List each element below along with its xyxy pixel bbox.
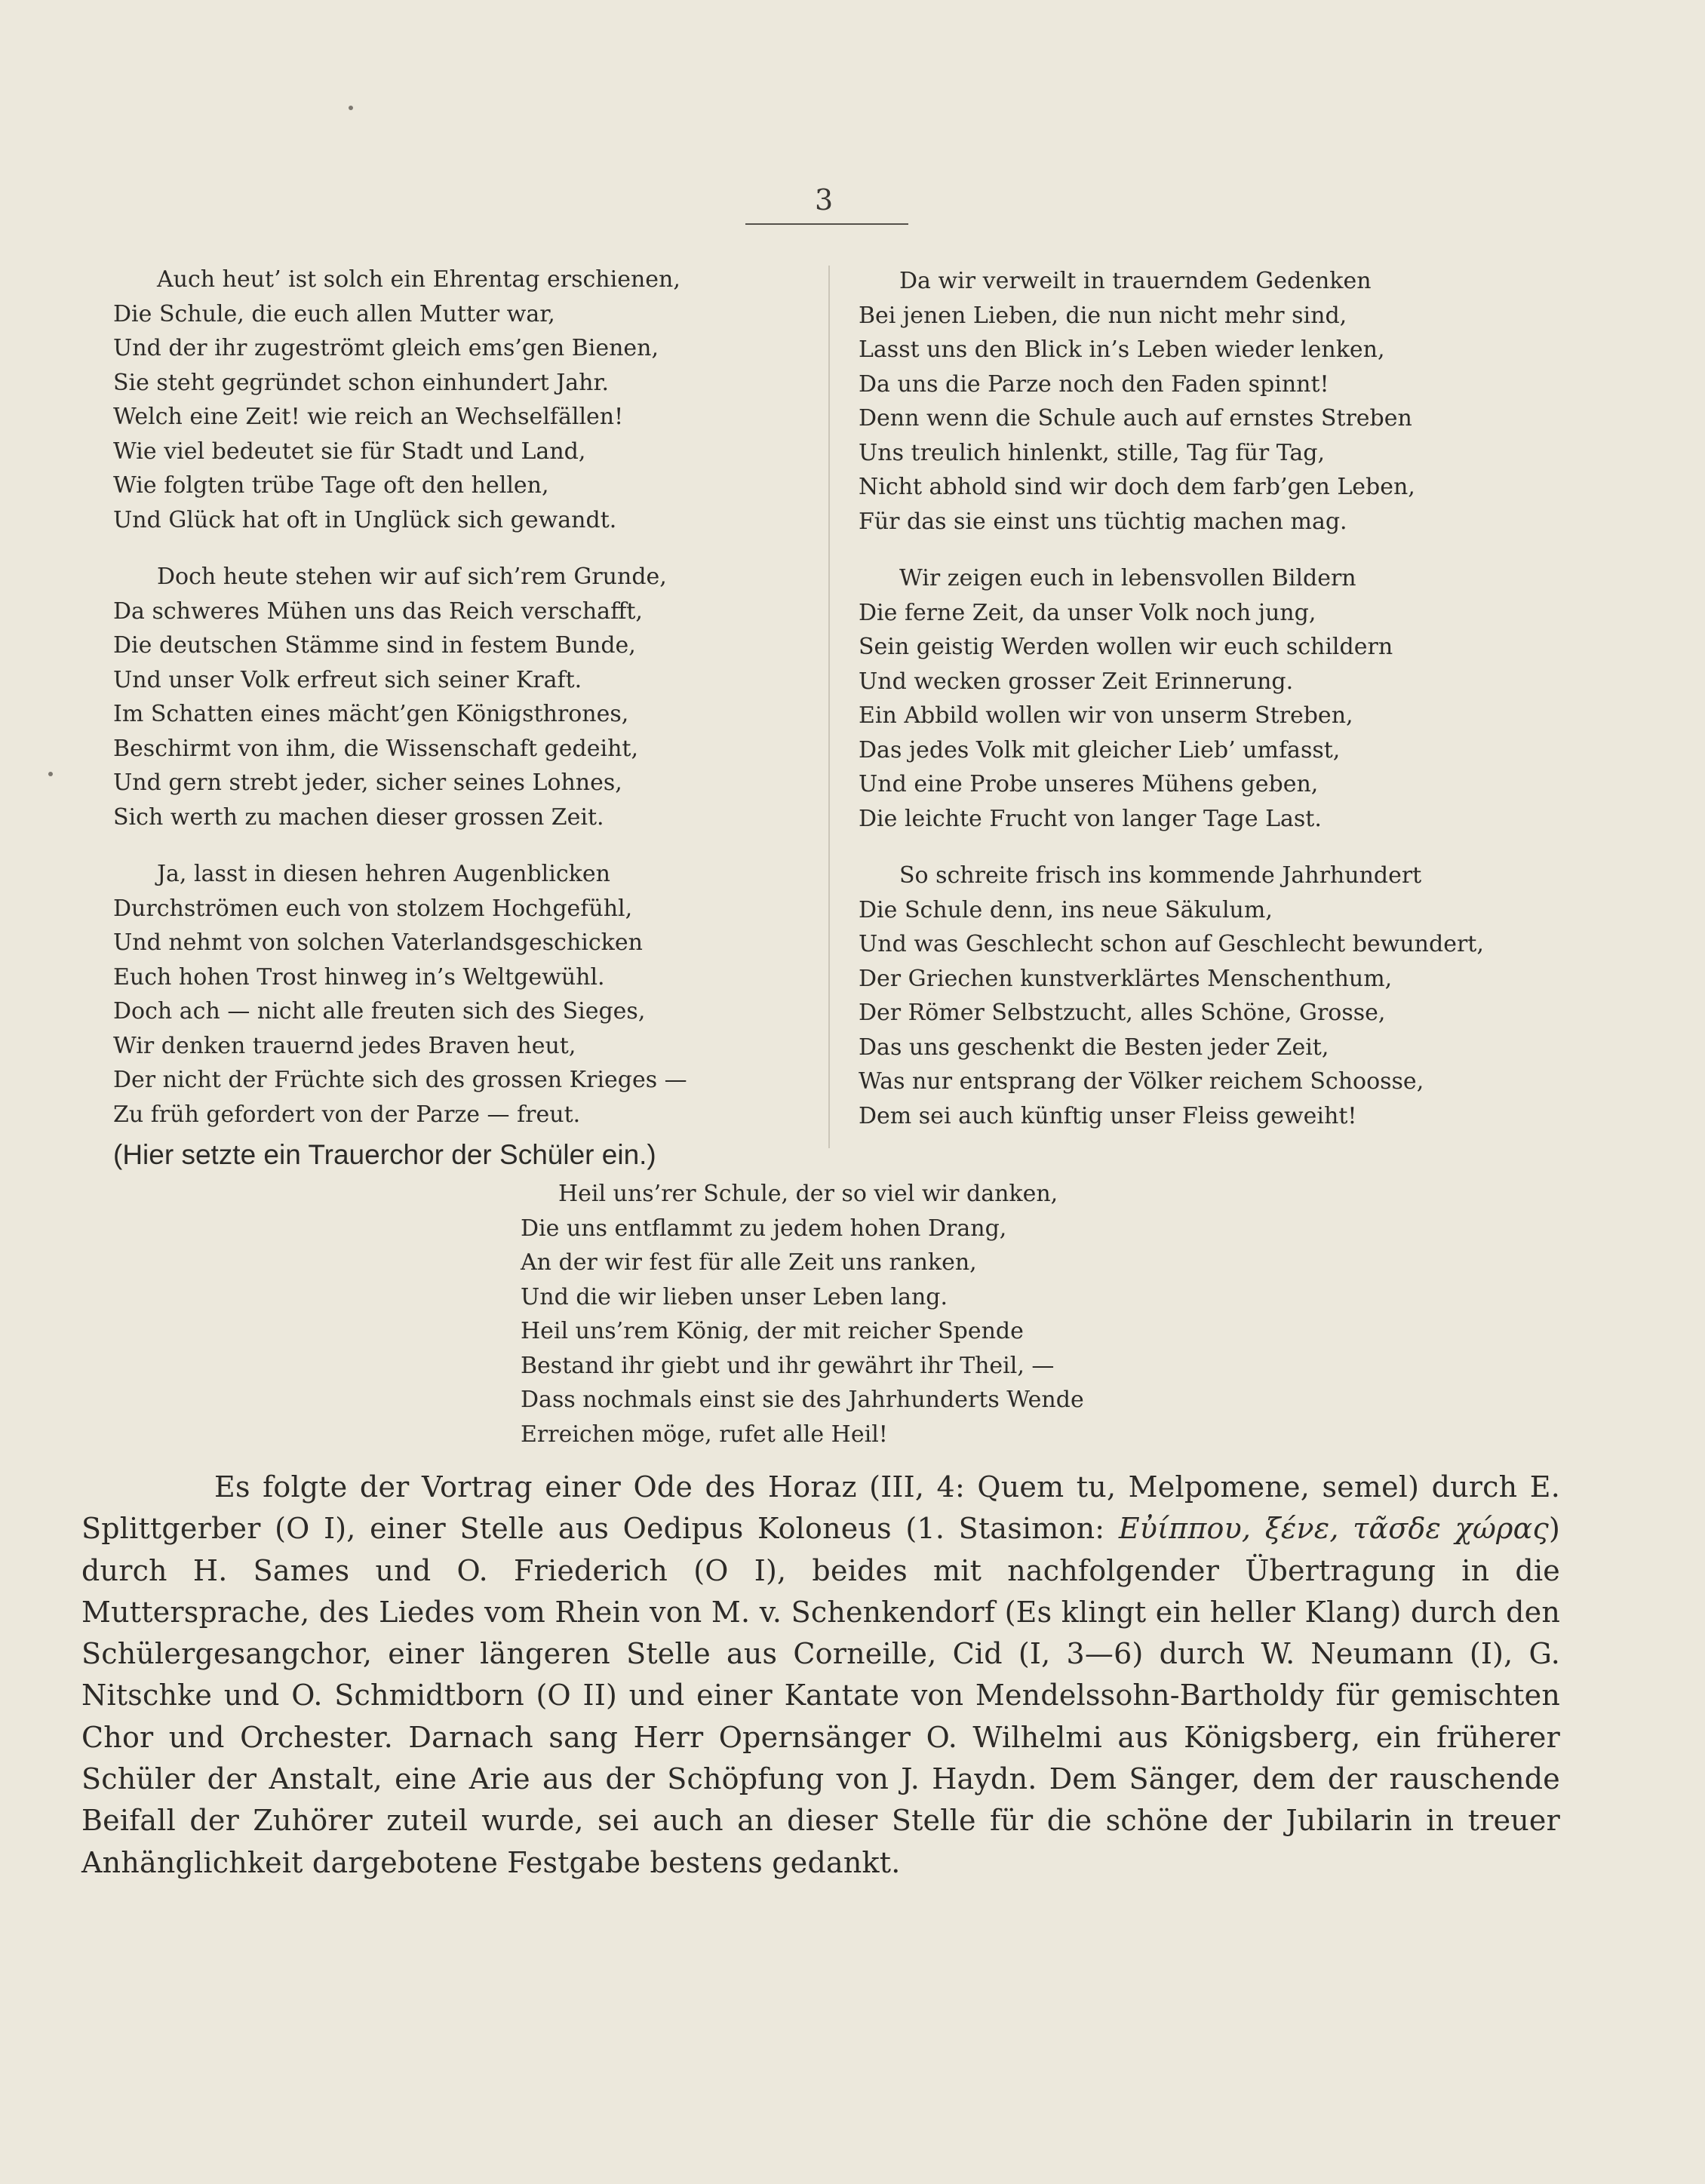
poem-line: Und Glück hat oft in Unglück sich gewandt. [113, 506, 617, 533]
greek-quotation: Εὐίππου, ξένε, τᾶσδε χώρας [1118, 1512, 1549, 1546]
poem-line: Ein Abbild wollen wir von unserm Streben, [859, 702, 1353, 729]
poem-line: Da uns die Parze noch den Faden spinnt! [859, 370, 1329, 398]
poem-line: Die Schule denn, ins neue Säkulum, [859, 896, 1273, 923]
print-speck [48, 772, 53, 776]
poem-line: Erreichen möge, rufet alle Heil! [521, 1421, 888, 1448]
poem-line: Und gern strebt jeder, sicher seines Lohnes, [113, 769, 622, 796]
poem-line: Da wir verweilt in trauerndem Gedenken [899, 268, 1372, 294]
poem-line: An der wir fest für alle Zeit uns ranken, [521, 1249, 977, 1276]
left-stanza-1 [113, 263, 807, 537]
poem-line: Heil uns’rer Schule, der so viel wir danken, [558, 1181, 1058, 1207]
poem-line: Und die wir lieben unser Leben lang. [521, 1283, 948, 1310]
poem-line: Welch eine Zeit! wie reich an Wechselfällen! [113, 404, 624, 430]
poem-line: So schreite frisch ins kommende Jahrhundert [899, 862, 1422, 889]
poem-line: Nicht abhold sind wir doch dem farb’gen Leben, [859, 474, 1415, 500]
poem-line: Wie folgten trübe Tage oft den hellen, [113, 472, 549, 499]
poem-line: Für das sie einst uns tüchtig machen mag. [859, 508, 1347, 535]
closing-stanza [521, 1177, 1200, 1451]
poem-line: Dem sei auch künftig unser Fleiss geweiht! [859, 1102, 1357, 1129]
poem-line: Wir denken trauernd jedes Braven heut, [113, 1032, 576, 1059]
poem-line: Denn wenn die Schule auch auf ernstes Streben [859, 405, 1412, 432]
right-stanza-3 [859, 859, 1613, 1133]
program-paragraph [81, 1467, 1560, 1884]
poem-line: Doch ach — nicht alle freuten sich des Sieges, [113, 998, 646, 1024]
poem-line: Und eine Probe unseres Mühens geben, [859, 771, 1319, 797]
poem-line: Und wecken grosser Zeit Erinnerung. [859, 668, 1294, 695]
left-stanza-3 [113, 857, 807, 1132]
poem-line: Wir zeigen euch in lebensvollen Bildern [899, 565, 1356, 591]
poem-line: Die leichte Frucht von langer Tage Last. [859, 805, 1322, 832]
poem-line: Euch hohen Trost hinweg in’s Weltgewühl. [113, 963, 605, 991]
poem-line: Durchströmen euch von stolzem Hochgefühl, [113, 895, 633, 922]
poem-line: Uns treulich hinlenkt, stille, Tag für Tag, [859, 439, 1326, 466]
poem-line: Zu früh gefordert von der Parze — freut. [113, 1101, 581, 1128]
print-speck [349, 106, 353, 110]
poem-line: Bei jenen Lieben, die nun nicht mehr sind, [859, 302, 1347, 329]
poem-line: Und der ihr zugeströmt gleich ems’gen Bienen, [113, 335, 659, 361]
poem-line: Und was Geschlecht schon auf Geschlecht bewundert, [859, 931, 1484, 957]
poem-line: Die ferne Zeit, da unser Volk noch jung, [859, 599, 1316, 626]
poem-line: Heil uns’rem König, der mit reicher Spende [521, 1318, 1024, 1344]
poem-line: Sein geistig Werden wollen wir euch schildern [859, 634, 1393, 660]
poem-line: Der Griechen kunstverklärtes Menschenthum, [859, 965, 1393, 992]
poem-line: Und unser Volk erfreut sich seiner Kraft. [113, 666, 582, 693]
right-stanza-2 [859, 561, 1613, 836]
poem-line: Sich werth zu machen dieser grossen Zeit. [113, 803, 604, 831]
poem-line: Das jedes Volk mit gleicher Lieb’ umfasst, [859, 736, 1341, 763]
poem-line: Lasst uns den Blick in’s Leben wieder lenken, [859, 336, 1385, 363]
poem-line: Dass nochmals einst sie des Jahrhunderts Wende [521, 1387, 1084, 1413]
page-number: 3 [815, 183, 834, 217]
stage-note: (Hier setzte ein Trauerchor der Schüler ein.) [113, 1139, 656, 1170]
paragraph-text-part2: ) durch H. Sames und O. Friederich (O I), beides mit nachfolgender Übertragung in die Muttersprache, des Liedes vom Rhein von M. v. Schenkendorf (Es klingt ein heller Klang) durch den Schülergesangchor, einer längeren Stelle aus Corneille, Cid (I, 3—6) durch W. Neumann (I), G. Nitschke und O. Schmidtborn (O II) und einer Kantate von Mendelssohn-Bartholdy für gemischten Chor und Orchester. Darnach sang Herr Opernsänger O. Wilhelmi aus Königsberg, ein früherer Schüler der Anstalt, eine Arie aus der Schöpfung von J. Haydn. Dem Sänger, dem der rauschende Beifall der Zuhörer zuteil wurde, sei auch an dieser Stelle für die schöne der Jubilarin in treuer Anhänglichkeit dargebotene Festgabe bestens gedankt. [81, 1512, 1561, 1879]
left-poem-column [113, 263, 807, 1174]
poem-line: Das uns geschenkt die Besten jeder Zeit, [859, 1034, 1329, 1061]
poem-line: Im Schatten eines mächt’gen Königsthrones, [113, 701, 629, 727]
column-divider [828, 266, 830, 1148]
paragraph-text-part1: Es folgte der Vortrag einer Ode des Horaz (III, 4: Quem tu, Melpomene, semel) durch E. Splittgerber (O I), einer Stelle aus Oedipus Koloneus (1. Stasimon: [81, 1470, 1560, 1546]
poem-line: Die uns entflammt zu jedem hohen Drang, [521, 1215, 1007, 1242]
poem-line: Der nicht der Früchte sich des grossen Krieges — [113, 1067, 687, 1093]
poem-line: Die deutschen Stämme sind in festem Bunde, [113, 632, 636, 659]
poem-line: Auch heut’ ist solch ein Ehrentag erschienen, [157, 266, 680, 293]
poem-line: Sie steht gegründet schon einhundert Jahr. [113, 369, 610, 396]
right-poem-column [859, 264, 1613, 1133]
poem-line: Der Römer Selbstzucht, alles Schöne, Grosse, [859, 1000, 1386, 1026]
left-stanza-2 [113, 560, 807, 834]
poem-line: Wie viel bedeutet sie für Stadt und Land, [113, 438, 586, 465]
poem-line: Und nehmt von solchen Vaterlandsgeschicken [113, 929, 643, 956]
page-number-rule [745, 223, 908, 225]
poem-line: Bestand ihr giebt und ihr gewährt ihr Theil, — [521, 1352, 1055, 1379]
poem-line: Da schweres Mühen uns das Reich verschafft, [113, 597, 643, 625]
right-stanza-1 [859, 264, 1613, 539]
poem-line: Die Schule, die euch allen Mutter war, [113, 300, 555, 327]
poem-line: Doch heute stehen wir auf sich’rem Grunde, [157, 564, 667, 590]
poem-line: Ja, lasst in diesen hehren Augenblicken [157, 861, 610, 887]
poem-line: Beschirmt von ihm, die Wissenschaft gedeiht, [113, 735, 638, 762]
poem-line: Was nur entsprang der Völker reichem Schoosse, [859, 1068, 1424, 1095]
